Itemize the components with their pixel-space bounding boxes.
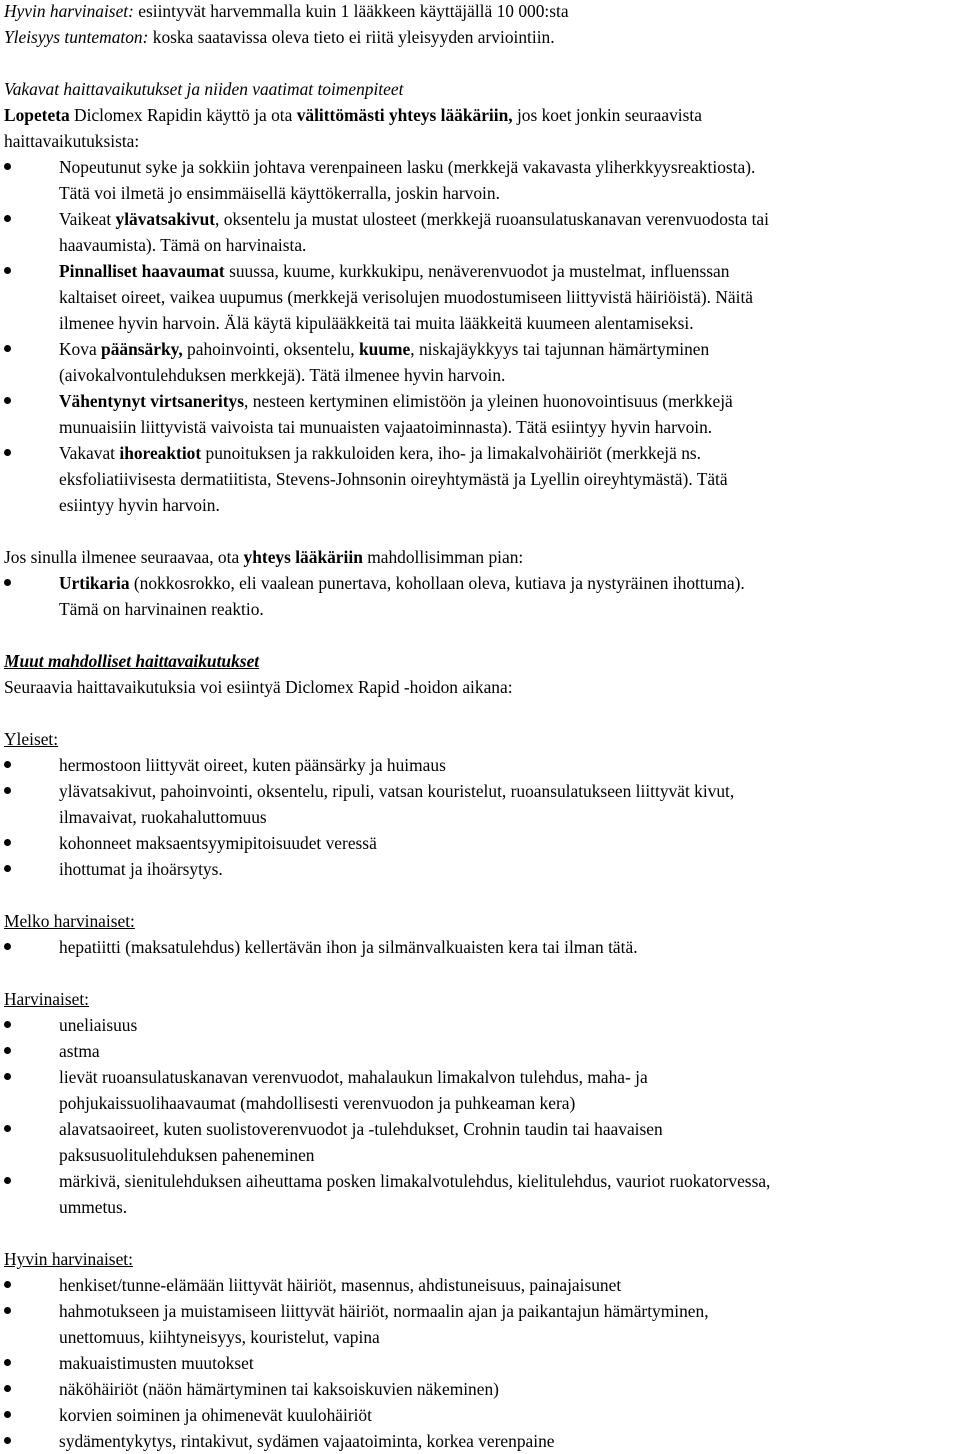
item-text: Tämä on harvinainen reaktio. (59, 599, 264, 619)
item-text: paksusuolitulehduksen paheneminen (59, 1145, 315, 1165)
item-text: ilmenee hyvin harvoin. Älä käytä kipulääkkeitä tai muita lääkkeitä kuumeen alentamiseksi. (59, 313, 694, 333)
list-item (4, 206, 958, 258)
text: Vakavat (59, 443, 120, 463)
emphasis: kuume (359, 339, 411, 359)
list-item (4, 1428, 958, 1454)
text: (nokkosrokko, eli vaalean punertava, kohollaan oleva, kutiava ja nystyräinen ihottuma). (129, 573, 745, 593)
item-text: hepatiitti (maksatulehdus) kellertävän ihon ja silmänvalkuaisten kera tai ilman tätä. (59, 937, 638, 957)
freq-text: koska saatavissa oleva tieto ei riitä yleisyyden arviointiin. (148, 27, 555, 47)
text: Vaikeat (59, 209, 116, 229)
serious-heading: Vakavat haittavaikutukset ja niiden vaatimat toimenpiteet (4, 79, 404, 99)
rare-heading: Harvinaiset: (4, 989, 89, 1009)
list-item (4, 1038, 958, 1064)
list-item (4, 440, 958, 518)
contact-list (4, 570, 958, 622)
item-text: munuaisiin liittyvistä vaivoista tai munuaisten vajaatoiminnasta). Tätä esiintyy hyvin harvoin. (59, 417, 713, 437)
bullet-icon (4, 1047, 11, 1054)
emphasis: Pinnalliset haavaumat (59, 261, 225, 281)
text: Jos sinulla ilmenee seuraavaa, ota (4, 547, 244, 567)
list-item (4, 752, 958, 778)
bullet-icon (4, 1073, 11, 1080)
text: punoituksen ja rakkuloiden kera, iho- ja limakalvohäiriöt (merkkejä ns. (201, 443, 702, 463)
bullet-icon (4, 397, 11, 404)
emphasis: Vähentynyt virtsaneritys (59, 391, 245, 411)
list-item (4, 336, 958, 388)
item-text: näköhäiriöt (näön hämärtyminen tai kaksoiskuvien näkeminen) (59, 1379, 499, 1399)
bullet-icon (4, 449, 11, 456)
bullet-icon (4, 1385, 11, 1392)
item-text: korvien soiminen ja ohimenevät kuulohäiriöt (59, 1405, 372, 1425)
bullet-icon (4, 215, 11, 222)
list-item (4, 1272, 958, 1298)
common-list (4, 752, 958, 882)
emphasis: yhteys lääkäriin (243, 547, 363, 567)
item-text: kaltaiset oireet, vaikea uupumus (merkkejä verisolujen muodostumiseen liittyvistä häiriöistä). Näitä (59, 287, 753, 307)
item-text: unettomuus, kiihtyneisyys, kouristelut, vapina (59, 1327, 380, 1347)
item-text: hermostoon liittyvät oireet, kuten päänsärky ja huimaus (59, 755, 446, 775)
list-item (4, 1168, 958, 1220)
freq-label: Yleisyys tuntematon: (4, 27, 149, 47)
bullet-icon (4, 761, 11, 768)
bullet-icon (4, 839, 11, 846)
bullet-icon (4, 1125, 11, 1132)
list-item (4, 830, 958, 856)
freq-label: Hyvin harvinaiset: (4, 1, 134, 21)
very-rare-heading: Hyvin harvinaiset: (4, 1249, 133, 1269)
item-text: alavatsaoireet, kuten suolistoverenvuodot ja -tulehdukset, Crohnin taudin tai haavaisen (59, 1119, 663, 1139)
bullet-icon (4, 787, 11, 794)
item-text: ilmavaivat, ruokahaluttomuus (59, 807, 267, 827)
bullet-icon (4, 1177, 11, 1184)
emphasis: Urtikaria (59, 573, 130, 593)
text: , oksentelu ja mustat ulosteet (merkkejä ruoansulatuskanavan verenvuodosta tai (215, 209, 769, 229)
list-item (4, 856, 958, 882)
bullet-icon (4, 267, 11, 274)
item-text: haavaumista). Tämä on harvinaista. (59, 235, 307, 255)
freq-very-rare-definition (4, 0, 958, 24)
item-text (59, 258, 958, 284)
bullet-icon (4, 1359, 11, 1366)
bullet-icon (4, 1021, 11, 1028)
leaflet-page (4, 0, 958, 1454)
other-heading: Muut mahdolliset haittavaikutukset (4, 651, 260, 671)
item-text: hahmotukseen ja muistamiseen liittyvät häiriöt, normaalin ajan ja paikantajun hämärtyminen, (59, 1301, 709, 1321)
list-item (4, 1064, 958, 1116)
uncommon-heading: Melko harvinaiset: (4, 911, 135, 931)
list-item (4, 154, 958, 206)
list-item (4, 1402, 958, 1428)
emphasis: ihoreaktiot (119, 443, 202, 463)
emphasis: Lopeteta (4, 105, 70, 125)
item-text (59, 336, 958, 362)
item-text: märkivä, sienitulehduksen aiheuttama posken limakalvotulehdus, kielitulehdus, vauriot ruokatorvessa, (59, 1171, 771, 1191)
list-item (4, 1376, 958, 1402)
very-rare-list (4, 1272, 958, 1454)
item-text: Nopeutunut syke ja sokkiin johtava verenpaineen lasku (merkkejä vakavasta yliherkkyysreaktiosta). (59, 157, 756, 177)
serious-intro (4, 102, 958, 128)
item-text: sydämentykytys, rintakivut, sydämen vajaatoiminta, korkea verenpaine (59, 1431, 555, 1451)
list-item (4, 258, 958, 336)
bullet-icon (4, 345, 11, 352)
item-text: esiintyy hyvin harvoin. (59, 495, 220, 515)
item-text (59, 440, 958, 466)
uncommon-list (4, 934, 958, 960)
item-text (59, 206, 958, 232)
emphasis: päänsärky, (101, 339, 183, 359)
bullet-icon (4, 163, 11, 170)
emphasis: ylävatsakivut (115, 209, 216, 229)
list-item (4, 570, 958, 622)
bullet-icon (4, 1307, 11, 1314)
text: suussa, kuume, kurkkukipu, nenäverenvuodot ja mustelmat, influenssan (224, 261, 730, 281)
item-text: pohjukaissuolihaavaumat (mahdollisesti verenvuodon ja puhkeaman kera) (59, 1093, 576, 1113)
text: Diclomex Rapidin käyttö ja ota (69, 105, 297, 125)
item-text: henkiset/tunne-elämään liittyvät häiriöt, masennus, ahdistuneisuus, painajaisunet (59, 1275, 622, 1295)
serious-list (4, 154, 958, 518)
bullet-icon (4, 579, 11, 586)
list-item (4, 1012, 958, 1038)
item-text: Tätä voi ilmetä jo ensimmäisellä käyttökerralla, joskin harvoin. (59, 183, 500, 203)
item-text: astma (59, 1041, 100, 1061)
common-heading: Yleiset: (4, 729, 59, 749)
serious-intro-cont: haittavaikutuksista: (4, 131, 140, 151)
item-text (59, 388, 958, 414)
item-text (59, 570, 958, 596)
contact-intro (4, 544, 958, 570)
list-item (4, 1350, 958, 1376)
freq-text: esiintyvät harvemmalla kuin 1 lääkkeen käyttäjällä 10 000:sta (133, 1, 569, 21)
bullet-icon (4, 865, 11, 872)
item-text: lievät ruoansulatuskanavan verenvuodot, mahalaukun limakalvon tulehdus, maha- ja (59, 1067, 648, 1087)
list-item (4, 934, 958, 960)
item-text: (aivokalvontulehduksen merkkejä). Tätä ilmenee hyvin harvoin. (59, 365, 506, 385)
item-text: ummetus. (59, 1197, 128, 1217)
list-item (4, 1116, 958, 1168)
bullet-icon (4, 1437, 11, 1444)
list-item (4, 388, 958, 440)
other-intro: Seuraavia haittavaikutuksia voi esiintyä Diclomex Rapid -hoidon aikana: (4, 677, 513, 697)
freq-unknown-definition (4, 24, 958, 50)
bullet-icon (4, 1281, 11, 1288)
bullet-icon (4, 1411, 11, 1418)
item-text: ylävatsakivut, pahoinvointi, oksentelu, ripuli, vatsan kouristelut, ruoansulatukseen liittyvät kivut, (59, 781, 735, 801)
text: jos koet jonkin seuraavista (512, 105, 702, 125)
rare-list (4, 1012, 958, 1220)
text: pahoinvointi, oksentelu, (182, 339, 360, 359)
list-item (4, 1298, 958, 1350)
text: , niskajäykkyys tai tajunnan hämärtyminen (410, 339, 710, 359)
item-text: uneliaisuus (59, 1015, 138, 1035)
text: , nesteen kertyminen elimistöön ja yleinen huonovointisuus (merkkejä (244, 391, 733, 411)
bullet-icon (4, 943, 11, 950)
list-item (4, 778, 958, 830)
emphasis: välittömästi yhteys lääkäriin, (296, 105, 513, 125)
text: Kova (59, 339, 102, 359)
item-text: eksfoliatiivisesta dermatiitista, Stevens-Johnsonin oireyhtymästä ja Lyellin oireyhtymästä). Tätä (59, 469, 728, 489)
item-text: makuaistimusten muutokset (59, 1353, 254, 1373)
text: mahdollisimman pian: (362, 547, 524, 567)
item-text: ihottumat ja ihoärsytys. (59, 859, 223, 879)
item-text: kohonneet maksaentsyymipitoisuudet veressä (59, 833, 377, 853)
